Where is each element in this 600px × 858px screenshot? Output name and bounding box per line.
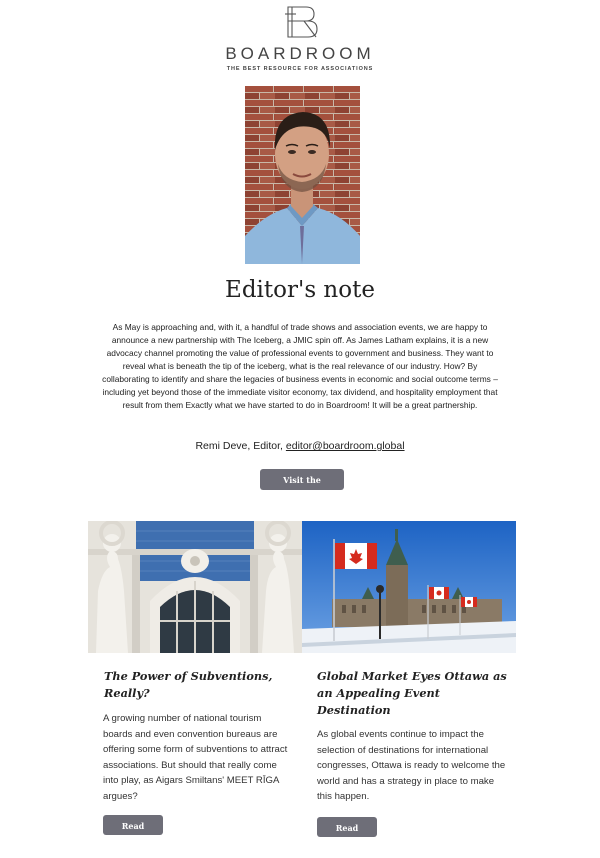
- read-more-button-subventions[interactable]: Read more: [103, 815, 163, 835]
- brand-tagline: THE BEST RESOURCE FOR ASSOCIATIONS: [226, 66, 374, 72]
- article-title-ottawa[interactable]: Global Market Eyes Ottawa as an Appealing Event Destination: [317, 669, 507, 717]
- article-body-ottawa: As global events continue to impact the selection of destinations for international congresses, Ottawa is ready to welcome the world and has a strategy in place to make this happen.: [317, 729, 506, 802]
- brand-name[interactable]: BOARDROOM: [225, 44, 375, 63]
- editor-signature: [0, 440, 600, 452]
- article-image-ottawa[interactable]: [302, 521, 516, 653]
- editor-note-title: Editor's note: [225, 277, 375, 303]
- editor-email-link[interactable]: editor@boardroom.global: [285, 440, 405, 452]
- editor-note-body: As May is approaching and, with it, a handful of trade shows and association events, we are happy to announce a new partnership with The Iceberg, a JMIC spin off. As James Latham explains, it is a new advocacy channel promoting the value of professional events to government and business. They want to reveal what is beneath the tip of the iceberg, what is the real relevance of our industry. How? By collaborating to identify and share the legacies of business events in economic and social outcome terms – including yet beyond those of the immediate visitor economy, tax dividend, and hospitality employment that result from them Exactly what we have started to do in Boardroom! It will be a great partnership.: [102, 322, 498, 410]
- visit-website-button[interactable]: Visit the website: [260, 469, 344, 490]
- signature-text: Remi Deve, Editor,: [195, 440, 286, 452]
- article-title-subventions[interactable]: The Power of Subventions, Really?: [104, 669, 273, 700]
- editor-portrait: [245, 86, 360, 264]
- article-body-subventions: A growing number of national tourism boards and even convention bureaus are offering some form of subventions to attract associations. But should that really come into play, as Aigars Smiltans' MEET RĪGA argues?: [103, 713, 288, 802]
- br-monogram-icon[interactable]: [282, 4, 322, 40]
- article-image-riga[interactable]: [88, 521, 302, 653]
- read-more-button-ottawa[interactable]: Read more: [317, 817, 377, 837]
